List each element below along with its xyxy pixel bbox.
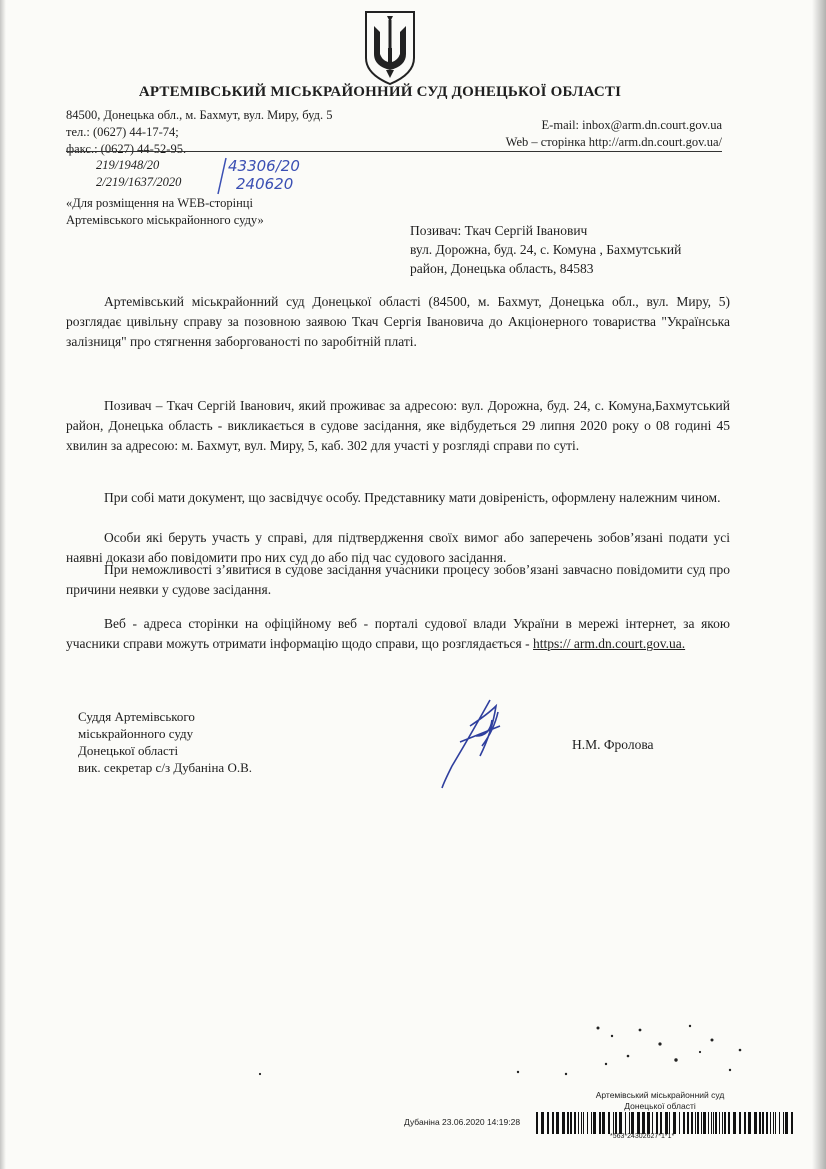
paragraph-summons [66, 396, 730, 456]
web-publication-note [66, 195, 264, 229]
barcode-bar [665, 1112, 668, 1134]
barcode-bar [541, 1112, 544, 1134]
judge-title-line-2: міськрайонного суду [78, 726, 194, 741]
barcode-bar [715, 1112, 717, 1134]
barcode-bar [615, 1112, 617, 1134]
barcode-bar [631, 1112, 634, 1134]
barcode-bar [722, 1112, 723, 1134]
court-contacts [470, 117, 722, 151]
barcode-bar [708, 1112, 709, 1134]
barcode-bar [775, 1112, 776, 1134]
paragraph-1-text: Артемівський міськрайонний суд Донецької області (84500, м. Бахмут, Донецька обл., вул. Миру, 5) розглядає цивільну справу за позовною заявою Ткач Сергія Івановича до Акціонерного товариства "Українська залізниця" про стягнення заборгованості по заробітній платі. [66, 294, 730, 349]
barcode-bar [656, 1112, 658, 1134]
barcode-bar [762, 1112, 764, 1134]
barcode-number: *563*24302627*1*1* [610, 1133, 675, 1140]
paragraph-case-description [66, 292, 730, 352]
paragraph-web-address [66, 614, 730, 654]
court-seal-text [560, 1090, 760, 1112]
court-address: 84500, Донецька обл., м. Бахмут, вул. Миру, буд. 5 [66, 108, 333, 122]
barcode-bar [587, 1112, 588, 1134]
barcode-bar [669, 1112, 670, 1134]
barcode-bar [713, 1112, 714, 1134]
barcode-bar [556, 1112, 559, 1134]
barcode-bar [536, 1112, 538, 1134]
header-divider [66, 151, 722, 152]
barcode-bar [637, 1112, 640, 1134]
barcode-bar [703, 1112, 706, 1134]
court-fax: факс.: (0627) 44-52-95. [66, 142, 187, 156]
barcode-bar [724, 1112, 726, 1134]
coat-of-arms-icon [360, 8, 420, 86]
barcode-bar [602, 1112, 605, 1134]
barcode-bar [567, 1112, 569, 1134]
paragraph-2-text: Позивач – Ткач Сергій Іванович, який проживає за адресою: вул. Дорожна, буд. 24, с. Комуна,Бахмутський район, Донецька область - викликається в судове засідання, яке відбудеться 29 липня 2020 року о 08 годині 45 хвилин за адресою: м. Бахмут, вул. Миру, 5, каб. 302 для участі у розгляді справи по суті. [66, 398, 730, 453]
barcode-bar [779, 1112, 780, 1134]
court-web-link[interactable]: https:// arm.dn.court.gov.ua. [533, 636, 686, 651]
barcode-bar [785, 1112, 788, 1134]
registration-stamp [214, 156, 322, 196]
handwritten-signature [430, 696, 530, 792]
barcode-bar [593, 1112, 596, 1134]
barcode-bar [733, 1112, 736, 1134]
plaintiff-region: район, Донецька область, 84583 [410, 261, 594, 276]
paragraph-3-text: При собі мати документ, що засвідчує особу. Представнику мати довіреність, оформлену належним чином. [104, 490, 721, 505]
court-web: Web – сторінка http://arm.dn.court.gov.ua/ [505, 135, 722, 149]
plaintiff-block [410, 221, 681, 278]
barcode-bar [583, 1112, 584, 1134]
seal-line-1: Артемівський міськрайонний суд [595, 1090, 725, 1100]
barcode-bar [647, 1112, 650, 1134]
barcode-bar [629, 1112, 630, 1134]
barcode-bar [547, 1112, 549, 1134]
barcode-bar [739, 1112, 741, 1134]
case-number: 219/1948/20 [96, 158, 160, 172]
paragraph-6-text: Веб - адреса сторінки на офіційному веб - порталі судової влади України в мережі інтернет, за якою учасники справи можуть отримати інформацію щодо справи, що розглядається - [66, 616, 730, 651]
barcode-bar [599, 1112, 601, 1134]
stamp-date: 240620 [236, 175, 294, 193]
judge-title-line-3: Донецької області [78, 743, 179, 758]
document-barcode [536, 1112, 798, 1134]
barcode-bar [695, 1112, 696, 1134]
page-edge-shadow-left [0, 0, 6, 1169]
court-phone: тел.: (0627) 44-17-74; [66, 125, 179, 139]
plaintiff-name: Позивач: Ткач Сергій Іванович [410, 223, 588, 238]
barcode-bar [570, 1112, 572, 1134]
seal-line-2: Донецької області [624, 1101, 696, 1111]
paragraph-4-text: Особи які беруть участь у справі, для підтвердження своїх вимог або заперечень зобов’язані подати усі наявні докази або повідомити про них суд до або під час судового засідання. [66, 530, 730, 565]
case-numbers [96, 157, 181, 191]
barcode-bar [773, 1112, 774, 1134]
barcode-bar [687, 1112, 689, 1134]
proceeding-number: 2/219/1637/2020 [96, 175, 182, 189]
stamp-number: 43306/20 [228, 157, 300, 175]
secretary-line: вик. секретар с/з Дубаніна О.В. [78, 760, 253, 775]
barcode-bar [608, 1112, 610, 1134]
barcode-bar [683, 1112, 685, 1134]
barcode-bar [574, 1112, 576, 1134]
barcode-bar [697, 1112, 699, 1134]
court-email: E-mail: inbox@arm.dn.court.gov.ua [541, 118, 722, 132]
barcode-bar [691, 1112, 693, 1134]
barcode-bar [552, 1112, 554, 1134]
page-edge-shadow [812, 0, 826, 1169]
judge-title-line-1: Суддя Артемівського [78, 709, 195, 724]
barcode-bar [642, 1112, 645, 1134]
barcode-bar [619, 1112, 622, 1134]
barcode-bar [673, 1112, 676, 1134]
barcode-bar [679, 1112, 680, 1134]
barcode-bar [711, 1112, 712, 1134]
barcode-bar [562, 1112, 565, 1134]
barcode-bar [613, 1112, 614, 1134]
barcode-bar [578, 1112, 579, 1134]
barcode-bar [770, 1112, 771, 1134]
barcode-bar [728, 1112, 730, 1134]
court-title: АРТЕМІВСЬКИЙ МІСЬКРАЙОННИЙ СУД ДОНЕЦЬКОЇ ОБЛАСТІ [138, 84, 622, 100]
barcode-bar [744, 1112, 746, 1134]
barcode-bar [754, 1112, 757, 1134]
barcode-bar [660, 1112, 662, 1134]
print-stamp: Дубаніна 23.06.2020 14:19:28 [404, 1117, 521, 1127]
paragraph-5-text: При неможливості з’явитися в судове засідання учасники процесу зобов’язані завчасно повідомити суд про причини неявки у судове засідання. [66, 562, 730, 597]
web-note-line-2: Артемівського міськрайонного суду» [66, 213, 264, 227]
barcode-bar [652, 1112, 653, 1134]
barcode-bar [791, 1112, 793, 1134]
barcode-bar [759, 1112, 761, 1134]
barcode-bar [591, 1112, 592, 1134]
barcode-bar [766, 1112, 768, 1134]
plaintiff-street: вул. Дорожна, буд. 24, с. Комуна , Бахмутський [410, 242, 682, 257]
barcode-bar [748, 1112, 751, 1134]
web-note-line-1: «Для розміщення на WEB-сторінці [66, 196, 253, 210]
barcode-bar [701, 1112, 702, 1134]
judge-name: Н.М. Фролова [572, 737, 654, 752]
barcode-bar [625, 1112, 626, 1134]
barcode-bar [783, 1112, 784, 1134]
barcode-bar [581, 1112, 582, 1134]
judge-title-block [78, 708, 252, 776]
paragraph-absence [66, 560, 730, 600]
barcode-bar [719, 1112, 720, 1134]
paragraph-documents [66, 488, 730, 508]
